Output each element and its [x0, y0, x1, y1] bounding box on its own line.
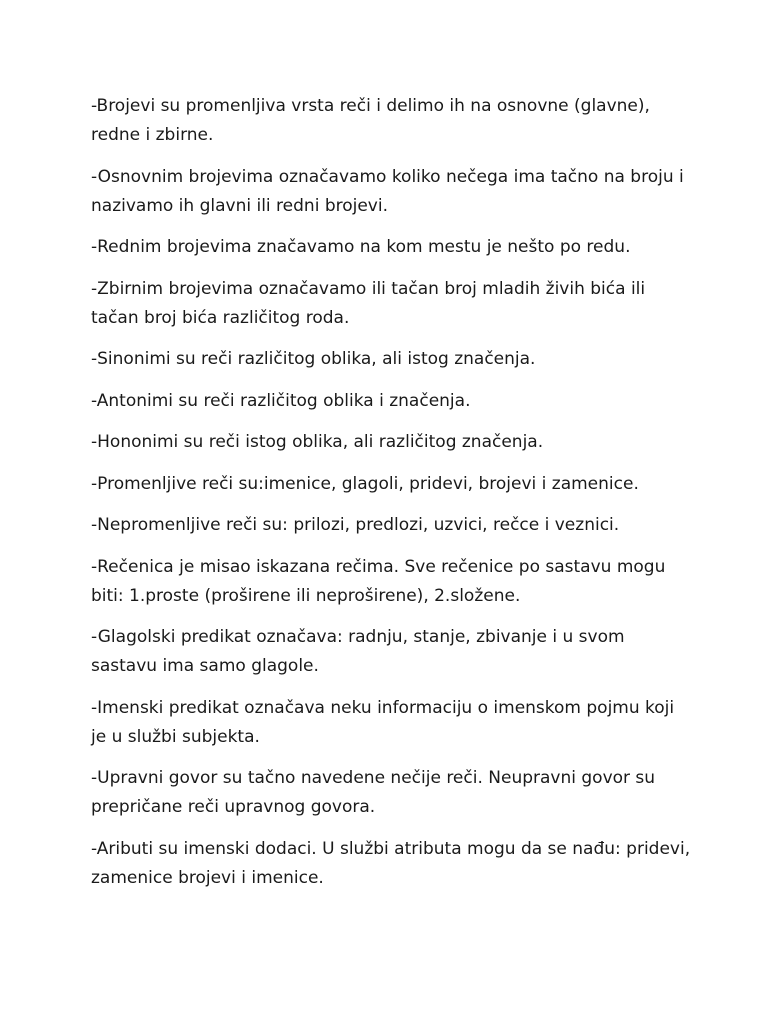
paragraph-zbirni-brojevi: -Zbirnim brojevima označavamo ili tačan broj mladih živih bića ili tačan broj bića različitog roda.	[91, 278, 646, 328]
paragraph-upravni-govor: -Upravni govor su tačno navedene nečije reči. Neupravni govor su prepričane reči upravnog govora.	[91, 768, 656, 817]
paragraph-antonimi: -Antonimi su reči različitog oblika i značenja.	[91, 390, 471, 411]
paragraph-homonimi: -Hononimi su reči istog oblika, ali različitog značenja.	[91, 432, 544, 452]
paragraph-glagolski-predikat: -Glagolski predikat označava: radnju, stanje, zbivanje i u svom sastavu ima samo glagole.	[91, 627, 625, 676]
paragraph-nepromenljive-reci: -Nepromenljive reči su: prilozi, predlozi, uzvici, rečce i veznici.	[91, 515, 620, 535]
paragraph-recenica: -Rečenica je misao iskazana rečima. Sve rečenice po sastavu mogu biti: 1.proste (proširene ili neproširene), 2.složene.	[91, 556, 666, 606]
paragraph-promenljive-reci: -Promenljive reči su:imenice, glagoli, pridevi, brojevi i zamenice.	[91, 473, 639, 494]
paragraph-imenski-predikat: -Imenski predikat označava neku informaciju o imenskom pojmu koji je u službi subjekta.	[91, 697, 675, 747]
paragraph-brojevi: -Brojevi su promenljiva vrsta reči i delimo ih na osnovne (glavne), redne i zbirne.	[91, 96, 650, 145]
paragraph-sinonimi: -Sinonimi su reči različitog oblika, ali istog značenja.	[91, 349, 536, 369]
paragraph-osnovni-brojevi: -Osnovnim brojevima označavamo koliko nečega ima tačno na broju i nazivamo ih glavni ili redni brojevi.	[91, 166, 684, 216]
paragraph-atributi: -Aributi su imenski dodaci. U službi atributa mogu da se nađu: pridevi, zamenice brojevi i imenice.	[91, 838, 691, 888]
paragraph-redni-brojevi: -Rednim brojevima značavamo na kom mestu je nešto po redu.	[91, 237, 631, 257]
document-body	[91, 92, 691, 905]
